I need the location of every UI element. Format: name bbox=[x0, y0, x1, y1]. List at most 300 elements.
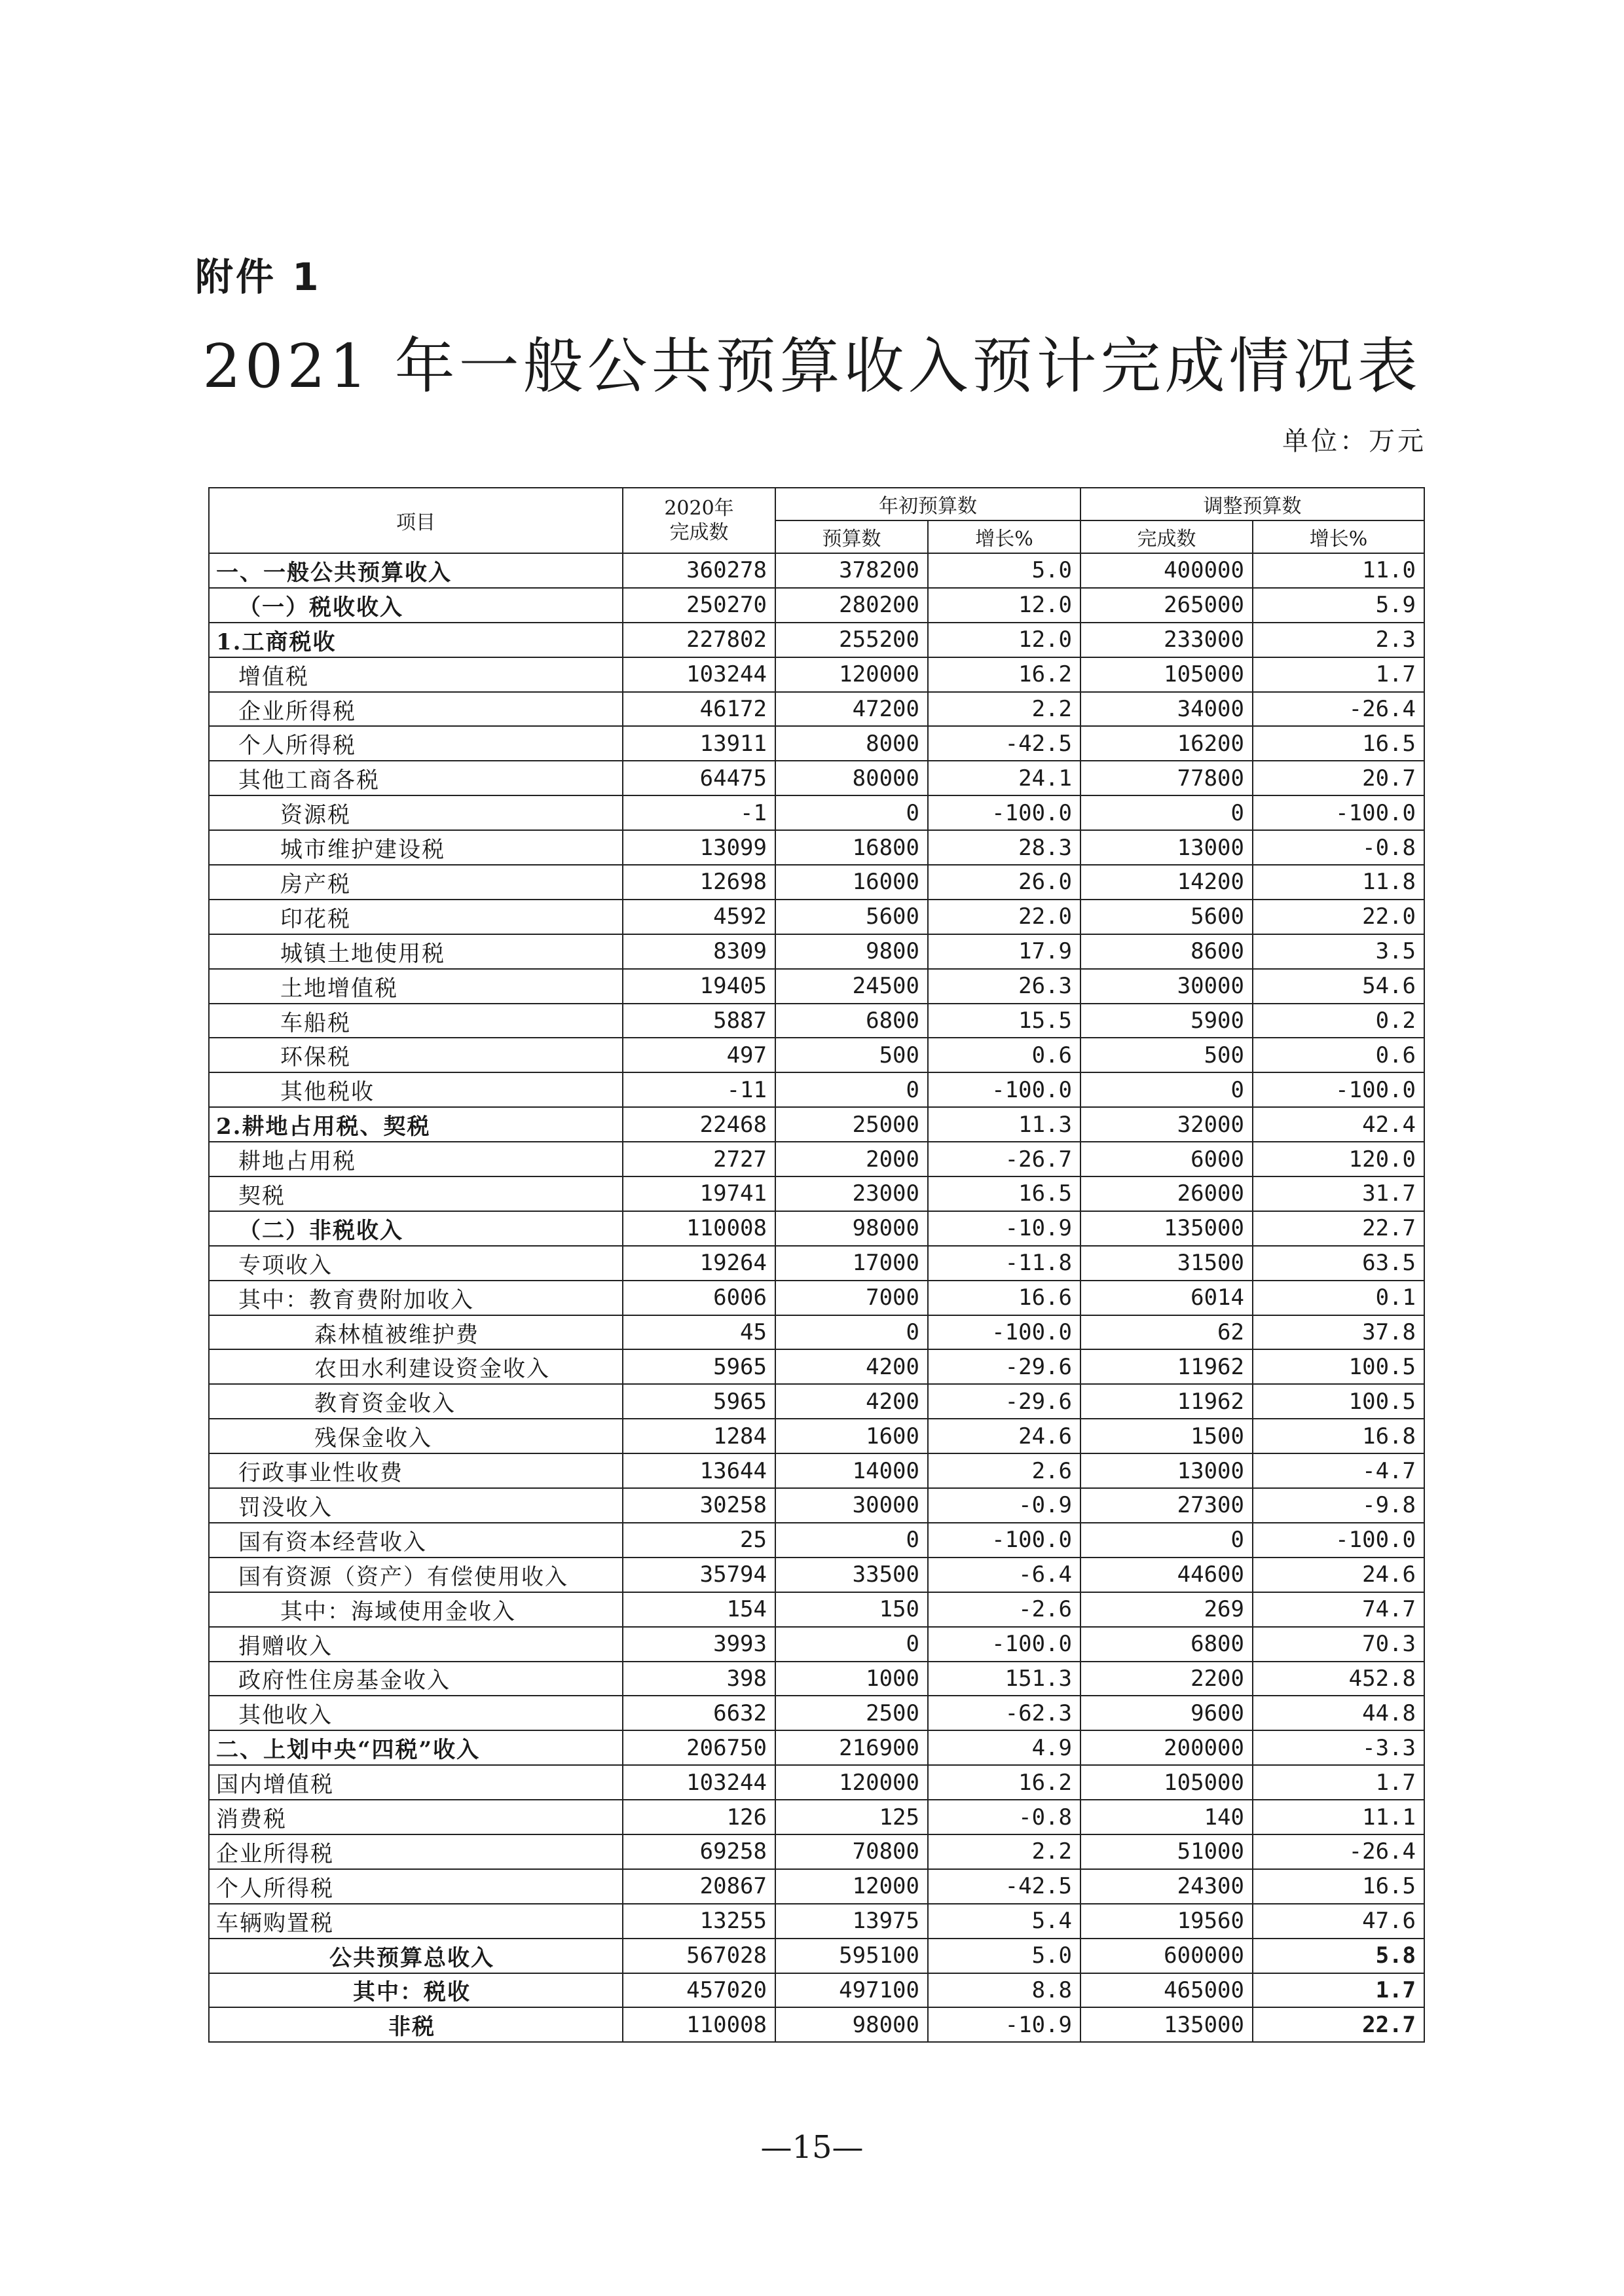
cell-adjusted-amount: 269 bbox=[1080, 1592, 1253, 1627]
cell-adjusted-amount: 11962 bbox=[1080, 1349, 1253, 1384]
cell-initial-growth: -0.8 bbox=[928, 1800, 1080, 1834]
cell-item-name: 非税 bbox=[209, 2007, 623, 2042]
cell-initial-budget: 23000 bbox=[775, 1176, 928, 1211]
table-row bbox=[209, 1904, 1424, 1939]
cell-item-name: 车船税 bbox=[209, 1004, 623, 1038]
cell-adjusted-growth: -3.3 bbox=[1253, 1730, 1424, 1765]
header-initial-budget: 年初预算数 bbox=[775, 488, 1080, 520]
cell-item-name: 其中：海域使用金收入 bbox=[209, 1592, 623, 1627]
cell-completed-2020: 457020 bbox=[623, 1973, 775, 2008]
cell-adjusted-growth: 0.2 bbox=[1253, 1004, 1424, 1038]
cell-item-name: 残保金收入 bbox=[209, 1419, 623, 1453]
cell-item-name: 2.耕地占用税、契税 bbox=[209, 1107, 623, 1142]
cell-adjusted-amount: 2200 bbox=[1080, 1662, 1253, 1696]
cell-item-name: 个人所得税 bbox=[209, 726, 623, 761]
table-row bbox=[209, 692, 1424, 727]
cell-completed-2020: 110008 bbox=[623, 1211, 775, 1246]
cell-initial-growth: 12.0 bbox=[928, 623, 1080, 657]
table-row bbox=[209, 1453, 1424, 1488]
cell-adjusted-amount: 31500 bbox=[1080, 1246, 1253, 1281]
cell-item-name: 罚没收入 bbox=[209, 1488, 623, 1523]
cell-initial-growth: 2.2 bbox=[928, 692, 1080, 727]
cell-adjusted-amount: 0 bbox=[1080, 1072, 1253, 1107]
table-row bbox=[209, 657, 1424, 692]
table-row bbox=[209, 1800, 1424, 1834]
table-row bbox=[209, 1142, 1424, 1176]
cell-adjusted-growth: 11.0 bbox=[1253, 553, 1424, 588]
cell-initial-budget: 13975 bbox=[775, 1904, 928, 1939]
cell-completed-2020: 5965 bbox=[623, 1384, 775, 1419]
cell-adjusted-growth: 42.4 bbox=[1253, 1107, 1424, 1142]
cell-initial-budget: 150 bbox=[775, 1592, 928, 1627]
cell-initial-growth: -100.0 bbox=[928, 1523, 1080, 1558]
cell-completed-2020: 46172 bbox=[623, 692, 775, 727]
cell-adjusted-amount: 51000 bbox=[1080, 1834, 1253, 1869]
cell-adjusted-growth: -4.7 bbox=[1253, 1453, 1424, 1488]
cell-item-name: 专项收入 bbox=[209, 1246, 623, 1281]
cell-initial-budget: 125 bbox=[775, 1800, 928, 1834]
cell-completed-2020: 19741 bbox=[623, 1176, 775, 1211]
cell-initial-growth: 5.4 bbox=[928, 1904, 1080, 1939]
cell-initial-budget: 25000 bbox=[775, 1107, 928, 1142]
cell-initial-budget: 0 bbox=[775, 795, 928, 830]
cell-completed-2020: 13255 bbox=[623, 1904, 775, 1939]
page-number: —15— bbox=[760, 2129, 864, 2166]
header-completed-2020: 2020年 完成数 bbox=[623, 488, 775, 553]
cell-item-name: 国内增值税 bbox=[209, 1765, 623, 1800]
cell-item-name: 农田水利建设资金收入 bbox=[209, 1349, 623, 1384]
cell-initial-growth: 24.6 bbox=[928, 1419, 1080, 1453]
cell-initial-budget: 280200 bbox=[775, 588, 928, 623]
cell-initial-growth: -100.0 bbox=[928, 1315, 1080, 1350]
cell-initial-growth: -100.0 bbox=[928, 795, 1080, 830]
cell-initial-growth: -11.8 bbox=[928, 1246, 1080, 1281]
table-row bbox=[209, 1730, 1424, 1765]
cell-completed-2020: 5965 bbox=[623, 1349, 775, 1384]
cell-adjusted-amount: 77800 bbox=[1080, 761, 1253, 795]
cell-initial-budget: 30000 bbox=[775, 1488, 928, 1523]
cell-completed-2020: -11 bbox=[623, 1072, 775, 1107]
cell-completed-2020: 45 bbox=[623, 1315, 775, 1350]
cell-adjusted-growth: 47.6 bbox=[1253, 1904, 1424, 1939]
cell-item-name: 企业所得税 bbox=[209, 1834, 623, 1869]
cell-initial-budget: 0 bbox=[775, 1627, 928, 1662]
cell-initial-budget: 1000 bbox=[775, 1662, 928, 1696]
cell-adjusted-amount: 0 bbox=[1080, 1523, 1253, 1558]
cell-item-name: 个人所得税 bbox=[209, 1869, 623, 1904]
table-row bbox=[209, 900, 1424, 934]
cell-item-name: （一）税收收入 bbox=[209, 588, 623, 623]
table-row bbox=[209, 1973, 1424, 2008]
cell-initial-budget: 14000 bbox=[775, 1453, 928, 1488]
cell-completed-2020: 227802 bbox=[623, 623, 775, 657]
cell-item-name: 增值税 bbox=[209, 657, 623, 692]
cell-initial-budget: 17000 bbox=[775, 1246, 928, 1281]
cell-initial-growth: 22.0 bbox=[928, 900, 1080, 934]
cell-adjusted-growth: 1.7 bbox=[1253, 1973, 1424, 2008]
cell-initial-budget: 80000 bbox=[775, 761, 928, 795]
cell-item-name: 捐赠收入 bbox=[209, 1627, 623, 1662]
cell-initial-budget: 500 bbox=[775, 1038, 928, 1072]
cell-initial-budget: 98000 bbox=[775, 1211, 928, 1246]
cell-initial-growth: -10.9 bbox=[928, 1211, 1080, 1246]
cell-initial-growth: 16.5 bbox=[928, 1176, 1080, 1211]
cell-item-name: 其他工商各税 bbox=[209, 761, 623, 795]
cell-adjusted-amount: 0 bbox=[1080, 795, 1253, 830]
cell-adjusted-growth: 31.7 bbox=[1253, 1176, 1424, 1211]
cell-item-name: 土地增值税 bbox=[209, 969, 623, 1004]
table-row bbox=[209, 865, 1424, 900]
cell-adjusted-amount: 200000 bbox=[1080, 1730, 1253, 1765]
page-title: 2021 年一般公共预算收入预计完成情况表 bbox=[202, 331, 1422, 401]
cell-initial-budget: 9800 bbox=[775, 934, 928, 969]
cell-adjusted-amount: 105000 bbox=[1080, 1765, 1253, 1800]
cell-adjusted-amount: 140 bbox=[1080, 1800, 1253, 1834]
cell-item-name: 其他税收 bbox=[209, 1072, 623, 1107]
header-adjusted-amount: 完成数 bbox=[1080, 520, 1253, 553]
table-row bbox=[209, 1939, 1424, 1973]
table-row bbox=[209, 1072, 1424, 1107]
cell-adjusted-growth: 11.1 bbox=[1253, 1800, 1424, 1834]
cell-completed-2020: 360278 bbox=[623, 553, 775, 588]
header-initial-budget-amount: 预算数 bbox=[775, 520, 928, 553]
table-row bbox=[209, 588, 1424, 623]
cell-adjusted-amount: 13000 bbox=[1080, 1453, 1253, 1488]
cell-initial-budget: 16800 bbox=[775, 830, 928, 865]
cell-initial-growth: 151.3 bbox=[928, 1662, 1080, 1696]
cell-item-name: 其中：教育费附加收入 bbox=[209, 1281, 623, 1315]
cell-initial-budget: 5600 bbox=[775, 900, 928, 934]
table-row bbox=[209, 1592, 1424, 1627]
header-adjusted-growth: 增长% bbox=[1253, 520, 1424, 553]
cell-initial-growth: -42.5 bbox=[928, 726, 1080, 761]
cell-initial-budget: 6800 bbox=[775, 1004, 928, 1038]
cell-adjusted-growth: 100.5 bbox=[1253, 1384, 1424, 1419]
table-row bbox=[209, 1384, 1424, 1419]
cell-adjusted-growth: 100.5 bbox=[1253, 1349, 1424, 1384]
cell-initial-growth: 12.0 bbox=[928, 588, 1080, 623]
cell-initial-growth: 26.0 bbox=[928, 865, 1080, 900]
table-row bbox=[209, 761, 1424, 795]
cell-item-name: 其他收入 bbox=[209, 1696, 623, 1730]
cell-initial-budget: 0 bbox=[775, 1523, 928, 1558]
cell-adjusted-growth: 452.8 bbox=[1253, 1662, 1424, 1696]
cell-initial-growth: 11.3 bbox=[928, 1107, 1080, 1142]
cell-initial-budget: 7000 bbox=[775, 1281, 928, 1315]
cell-adjusted-amount: 8600 bbox=[1080, 934, 1253, 969]
cell-initial-growth: 2.2 bbox=[928, 1834, 1080, 1869]
cell-initial-growth: -100.0 bbox=[928, 1627, 1080, 1662]
cell-item-name: 消费税 bbox=[209, 1800, 623, 1834]
cell-completed-2020: 30258 bbox=[623, 1488, 775, 1523]
cell-adjusted-growth: 74.7 bbox=[1253, 1592, 1424, 1627]
table-row bbox=[209, 1349, 1424, 1384]
header-initial-growth: 增长% bbox=[928, 520, 1080, 553]
cell-item-name: 森林植被维护费 bbox=[209, 1315, 623, 1350]
cell-adjusted-amount: 5900 bbox=[1080, 1004, 1253, 1038]
cell-adjusted-amount: 6000 bbox=[1080, 1142, 1253, 1176]
cell-initial-growth: 24.1 bbox=[928, 761, 1080, 795]
table-row bbox=[209, 1834, 1424, 1869]
cell-item-name: 资源税 bbox=[209, 795, 623, 830]
cell-completed-2020: 22468 bbox=[623, 1107, 775, 1142]
cell-item-name: 教育资金收入 bbox=[209, 1384, 623, 1419]
cell-initial-growth: -100.0 bbox=[928, 1072, 1080, 1107]
cell-adjusted-growth: 24.6 bbox=[1253, 1558, 1424, 1592]
cell-initial-budget: 24500 bbox=[775, 969, 928, 1004]
cell-adjusted-growth: 16.5 bbox=[1253, 1869, 1424, 1904]
budget-table bbox=[208, 487, 1425, 2043]
cell-adjusted-amount: 13000 bbox=[1080, 830, 1253, 865]
cell-item-name: 政府性住房基金收入 bbox=[209, 1662, 623, 1696]
cell-initial-growth: 2.6 bbox=[928, 1453, 1080, 1488]
cell-initial-budget: 12000 bbox=[775, 1869, 928, 1904]
table-row bbox=[209, 1765, 1424, 1800]
cell-adjusted-growth: 5.9 bbox=[1253, 588, 1424, 623]
cell-adjusted-growth: 11.8 bbox=[1253, 865, 1424, 900]
cell-item-name: 企业所得税 bbox=[209, 692, 623, 727]
cell-initial-growth: 16.2 bbox=[928, 657, 1080, 692]
cell-item-name: 其中：税收 bbox=[209, 1973, 623, 2008]
cell-adjusted-growth: 22.7 bbox=[1253, 1211, 1424, 1246]
cell-adjusted-growth: 0.6 bbox=[1253, 1038, 1424, 1072]
cell-adjusted-amount: 16200 bbox=[1080, 726, 1253, 761]
cell-adjusted-growth: 0.1 bbox=[1253, 1281, 1424, 1315]
cell-adjusted-amount: 105000 bbox=[1080, 657, 1253, 692]
cell-adjusted-amount: 32000 bbox=[1080, 1107, 1253, 1142]
cell-initial-budget: 4200 bbox=[775, 1384, 928, 1419]
cell-item-name: 国有资本经营收入 bbox=[209, 1523, 623, 1558]
cell-initial-budget: 120000 bbox=[775, 1765, 928, 1800]
cell-completed-2020: 206750 bbox=[623, 1730, 775, 1765]
table-row bbox=[209, 1488, 1424, 1523]
cell-adjusted-amount: 400000 bbox=[1080, 553, 1253, 588]
cell-adjusted-amount: 19560 bbox=[1080, 1904, 1253, 1939]
table-row bbox=[209, 1315, 1424, 1350]
cell-adjusted-growth: 3.5 bbox=[1253, 934, 1424, 969]
cell-initial-budget: 595100 bbox=[775, 1939, 928, 1973]
cell-item-name: 二、上划中央“四税”收入 bbox=[209, 1730, 623, 1765]
cell-completed-2020: 110008 bbox=[623, 2007, 775, 2042]
cell-adjusted-growth: 63.5 bbox=[1253, 1246, 1424, 1281]
cell-adjusted-growth: 37.8 bbox=[1253, 1315, 1424, 1350]
table-row bbox=[209, 1211, 1424, 1246]
cell-item-name: 城镇土地使用税 bbox=[209, 934, 623, 969]
cell-item-name: 房产税 bbox=[209, 865, 623, 900]
cell-initial-budget: 33500 bbox=[775, 1558, 928, 1592]
cell-adjusted-amount: 135000 bbox=[1080, 2007, 1253, 2042]
table-row bbox=[209, 1523, 1424, 1558]
cell-completed-2020: 154 bbox=[623, 1592, 775, 1627]
cell-initial-budget: 16000 bbox=[775, 865, 928, 900]
cell-completed-2020: 103244 bbox=[623, 1765, 775, 1800]
cell-item-name: 契税 bbox=[209, 1176, 623, 1211]
table-row bbox=[209, 1004, 1424, 1038]
table-row bbox=[209, 623, 1424, 657]
table-row bbox=[209, 726, 1424, 761]
cell-adjusted-growth: -26.4 bbox=[1253, 1834, 1424, 1869]
cell-adjusted-growth: 22.0 bbox=[1253, 900, 1424, 934]
cell-initial-growth: 16.6 bbox=[928, 1281, 1080, 1315]
header-adjusted-budget: 调整预算数 bbox=[1080, 488, 1424, 520]
cell-item-name: 国有资源（资产）有偿使用收入 bbox=[209, 1558, 623, 1592]
cell-initial-growth: 26.3 bbox=[928, 969, 1080, 1004]
table-body bbox=[209, 553, 1424, 2042]
cell-item-name: 耕地占用税 bbox=[209, 1142, 623, 1176]
cell-adjusted-amount: 6014 bbox=[1080, 1281, 1253, 1315]
header-item: 项目 bbox=[209, 488, 623, 553]
table-row bbox=[209, 934, 1424, 969]
cell-initial-growth: 17.9 bbox=[928, 934, 1080, 969]
cell-adjusted-amount: 465000 bbox=[1080, 1973, 1253, 2008]
cell-completed-2020: 5887 bbox=[623, 1004, 775, 1038]
cell-completed-2020: 25 bbox=[623, 1523, 775, 1558]
cell-adjusted-amount: 500 bbox=[1080, 1038, 1253, 1072]
cell-completed-2020: 2727 bbox=[623, 1142, 775, 1176]
table-row bbox=[209, 1558, 1424, 1592]
cell-initial-growth: -10.9 bbox=[928, 2007, 1080, 2042]
cell-completed-2020: 398 bbox=[623, 1662, 775, 1696]
cell-adjusted-amount: 1500 bbox=[1080, 1419, 1253, 1453]
table-row bbox=[209, 1662, 1424, 1696]
cell-completed-2020: 13911 bbox=[623, 726, 775, 761]
cell-adjusted-growth: -0.8 bbox=[1253, 830, 1424, 865]
cell-completed-2020: 8309 bbox=[623, 934, 775, 969]
cell-completed-2020: 13099 bbox=[623, 830, 775, 865]
cell-adjusted-amount: 265000 bbox=[1080, 588, 1253, 623]
cell-completed-2020: 1284 bbox=[623, 1419, 775, 1453]
cell-initial-budget: 1600 bbox=[775, 1419, 928, 1453]
cell-item-name: 公共预算总收入 bbox=[209, 1939, 623, 1973]
cell-adjusted-amount: 24300 bbox=[1080, 1869, 1253, 1904]
cell-adjusted-growth: 54.6 bbox=[1253, 969, 1424, 1004]
cell-completed-2020: 4592 bbox=[623, 900, 775, 934]
table-row bbox=[209, 553, 1424, 588]
cell-adjusted-growth: 70.3 bbox=[1253, 1627, 1424, 1662]
cell-adjusted-growth: 1.7 bbox=[1253, 657, 1424, 692]
cell-initial-growth: 15.5 bbox=[928, 1004, 1080, 1038]
cell-initial-budget: 4200 bbox=[775, 1349, 928, 1384]
cell-completed-2020: 567028 bbox=[623, 1939, 775, 1973]
table-row bbox=[209, 1281, 1424, 1315]
cell-adjusted-growth: -100.0 bbox=[1253, 795, 1424, 830]
cell-completed-2020: 6632 bbox=[623, 1696, 775, 1730]
cell-completed-2020: 20867 bbox=[623, 1869, 775, 1904]
cell-adjusted-growth: -100.0 bbox=[1253, 1072, 1424, 1107]
cell-adjusted-amount: 6800 bbox=[1080, 1627, 1253, 1662]
table-row bbox=[209, 2007, 1424, 2042]
cell-item-name: 环保税 bbox=[209, 1038, 623, 1072]
cell-initial-growth: 0.6 bbox=[928, 1038, 1080, 1072]
cell-completed-2020: 13644 bbox=[623, 1453, 775, 1488]
table-row bbox=[209, 1627, 1424, 1662]
cell-item-name: 车辆购置税 bbox=[209, 1904, 623, 1939]
table-row bbox=[209, 1038, 1424, 1072]
cell-initial-budget: 2000 bbox=[775, 1142, 928, 1176]
cell-initial-growth: -26.7 bbox=[928, 1142, 1080, 1176]
cell-initial-growth: -62.3 bbox=[928, 1696, 1080, 1730]
cell-completed-2020: 69258 bbox=[623, 1834, 775, 1869]
cell-adjusted-amount: 26000 bbox=[1080, 1176, 1253, 1211]
table-row bbox=[209, 830, 1424, 865]
cell-initial-budget: 497100 bbox=[775, 1973, 928, 2008]
cell-initial-growth: 4.9 bbox=[928, 1730, 1080, 1765]
cell-adjusted-growth: 16.5 bbox=[1253, 726, 1424, 761]
table-row bbox=[209, 795, 1424, 830]
cell-adjusted-amount: 27300 bbox=[1080, 1488, 1253, 1523]
cell-adjusted-growth: 120.0 bbox=[1253, 1142, 1424, 1176]
cell-initial-growth: -42.5 bbox=[928, 1869, 1080, 1904]
cell-initial-growth: -2.6 bbox=[928, 1592, 1080, 1627]
cell-adjusted-amount: 34000 bbox=[1080, 692, 1253, 727]
cell-initial-growth: -0.9 bbox=[928, 1488, 1080, 1523]
cell-completed-2020: 126 bbox=[623, 1800, 775, 1834]
cell-adjusted-growth: -100.0 bbox=[1253, 1523, 1424, 1558]
cell-initial-budget: 255200 bbox=[775, 623, 928, 657]
cell-initial-growth: -6.4 bbox=[928, 1558, 1080, 1592]
cell-adjusted-growth: 5.8 bbox=[1253, 1939, 1424, 1973]
cell-initial-growth: 5.0 bbox=[928, 1939, 1080, 1973]
cell-initial-budget: 47200 bbox=[775, 692, 928, 727]
table-row bbox=[209, 1107, 1424, 1142]
cell-initial-budget: 378200 bbox=[775, 553, 928, 588]
cell-adjusted-growth: 22.7 bbox=[1253, 2007, 1424, 2042]
cell-item-name: 行政事业性收费 bbox=[209, 1453, 623, 1488]
cell-adjusted-amount: 600000 bbox=[1080, 1939, 1253, 1973]
table-row bbox=[209, 1246, 1424, 1281]
table-row bbox=[209, 969, 1424, 1004]
cell-initial-growth: 28.3 bbox=[928, 830, 1080, 865]
cell-item-name: 一、一般公共预算收入 bbox=[209, 553, 623, 588]
cell-initial-budget: 70800 bbox=[775, 1834, 928, 1869]
unit-label: 单位：万元 bbox=[1282, 426, 1426, 456]
cell-completed-2020: 35794 bbox=[623, 1558, 775, 1592]
cell-adjusted-amount: 9600 bbox=[1080, 1696, 1253, 1730]
cell-completed-2020: 12698 bbox=[623, 865, 775, 900]
cell-adjusted-growth: -26.4 bbox=[1253, 692, 1424, 727]
cell-adjusted-growth: 16.8 bbox=[1253, 1419, 1424, 1453]
cell-adjusted-growth: 1.7 bbox=[1253, 1765, 1424, 1800]
cell-initial-budget: 120000 bbox=[775, 657, 928, 692]
cell-adjusted-amount: 14200 bbox=[1080, 865, 1253, 900]
cell-adjusted-amount: 135000 bbox=[1080, 1211, 1253, 1246]
cell-initial-budget: 8000 bbox=[775, 726, 928, 761]
table-row bbox=[209, 1176, 1424, 1211]
attachment-label: 附件 1 bbox=[195, 255, 322, 299]
cell-initial-budget: 216900 bbox=[775, 1730, 928, 1765]
cell-completed-2020: 3993 bbox=[623, 1627, 775, 1662]
cell-adjusted-growth: -9.8 bbox=[1253, 1488, 1424, 1523]
table-row bbox=[209, 1419, 1424, 1453]
cell-completed-2020: 19264 bbox=[623, 1246, 775, 1281]
cell-adjusted-amount: 30000 bbox=[1080, 969, 1253, 1004]
cell-completed-2020: 250270 bbox=[623, 588, 775, 623]
cell-adjusted-amount: 233000 bbox=[1080, 623, 1253, 657]
cell-adjusted-growth: 2.3 bbox=[1253, 623, 1424, 657]
cell-adjusted-growth: 44.8 bbox=[1253, 1696, 1424, 1730]
cell-item-name: 印花税 bbox=[209, 900, 623, 934]
cell-adjusted-amount: 5600 bbox=[1080, 900, 1253, 934]
cell-completed-2020: 6006 bbox=[623, 1281, 775, 1315]
cell-initial-growth: -29.6 bbox=[928, 1349, 1080, 1384]
table-row bbox=[209, 1696, 1424, 1730]
cell-adjusted-amount: 62 bbox=[1080, 1315, 1253, 1350]
cell-initial-growth: 5.0 bbox=[928, 553, 1080, 588]
cell-initial-budget: 2500 bbox=[775, 1696, 928, 1730]
cell-item-name: （二）非税收入 bbox=[209, 1211, 623, 1246]
cell-item-name: 1.工商税收 bbox=[209, 623, 623, 657]
cell-initial-growth: 16.2 bbox=[928, 1765, 1080, 1800]
